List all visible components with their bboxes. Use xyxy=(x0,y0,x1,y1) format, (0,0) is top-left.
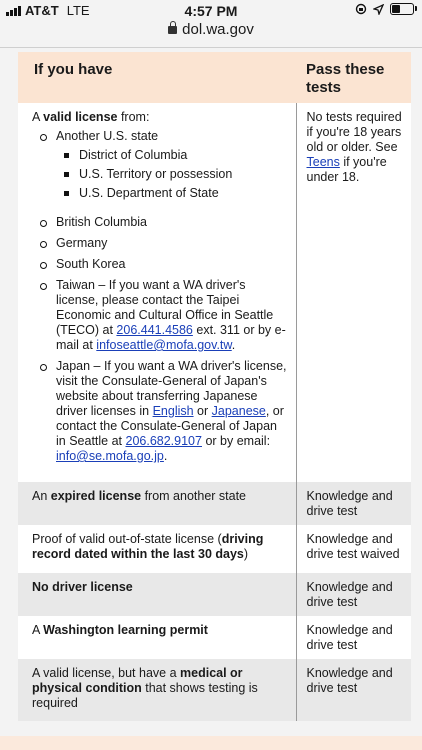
list-item: U.S. Territory or possession xyxy=(56,167,288,182)
list-item-taiwan: Taiwan – If you want a WA driver's license, please contact the Taipei Economic and Cultural Office in Seattle (TECO) at 206.441.4586 ext. 311 or by e-mail at infoseattle@mofa.gov.tw. xyxy=(32,278,288,353)
row-medical-tests: Knowledge and drive test xyxy=(296,659,411,721)
row-no-license-tests: Knowledge and drive test xyxy=(296,573,411,616)
japan-english-link[interactable]: English xyxy=(152,404,194,418)
list-item: U.S. Department of State xyxy=(56,186,288,201)
row-valid-license-tests: No tests required if you're 18 years old or older. See Teens if you're under 18. xyxy=(306,110,402,184)
row-valid-license-cell: A valid license from: Another U.S. state District of Columbia U.S. Territory or possession U.S. Department of State British Columbia Germany South Korea Taiwan – If you want a WA driver's license, please contact the Taipei Economic and Cultural Office in Seattle (TECO) at 206.441.4586 ext. 311 or by e-mail at infoseattle@mofa.gov.tw. Japan – If you want a WA driver's license, visit the Consulate-General of Japan's website about transferring Japanese driver licenses in English or Japanese, or contact the Consulate-General of Japan in Seattle at 206.682.9107 or by email: info@se.mofa.go.jp. xyxy=(18,103,296,482)
taiwan-phone-link[interactable]: 206.441.4586 xyxy=(116,323,193,337)
next-section-strip xyxy=(0,736,422,750)
list-item: Germany xyxy=(32,236,288,251)
row-expired-license-tests: Knowledge and drive test xyxy=(296,482,411,525)
table-row xyxy=(18,103,411,482)
battery-icon xyxy=(390,3,414,15)
carrier-label: AT&T xyxy=(25,3,59,18)
list-item: District of Columbia xyxy=(56,148,288,163)
japan-japanese-link[interactable]: Japanese xyxy=(211,404,266,418)
us-sublist xyxy=(56,148,288,201)
lock-icon xyxy=(168,26,177,34)
license-table-card xyxy=(18,52,411,708)
row-proof-tests: Knowledge and drive test waived xyxy=(306,532,400,561)
row-proof-cell: Proof of valid out-of-state license (driving record dated within the last 30 days) xyxy=(18,525,296,573)
header-pass-these-tests: Pass these tests xyxy=(296,52,411,103)
table-row xyxy=(18,573,411,616)
toolbar-divider xyxy=(0,47,422,48)
row-expired-license-cell: An expired license from another state xyxy=(18,482,296,525)
rotation-lock-icon xyxy=(355,3,367,15)
status-bar xyxy=(0,0,422,20)
table-row xyxy=(18,616,411,659)
japan-phone-link[interactable]: 206.682.9107 xyxy=(125,434,202,448)
address-bar[interactable] xyxy=(0,21,422,43)
taiwan-email-link[interactable]: infoseattle@mofa.gov.tw xyxy=(96,338,232,352)
japan-email-link[interactable]: info@se.mofa.go.jp xyxy=(56,449,164,463)
url-text: dol.wa.gov xyxy=(182,21,254,38)
row-permit-tests: Knowledge and drive test xyxy=(306,623,393,652)
status-time: 4:57 PM xyxy=(184,3,238,19)
row-no-license-cell: No driver license xyxy=(18,573,296,616)
row-medical-cell: A valid license, but have a medical or physical condition that shows testing is required xyxy=(18,659,296,721)
teens-link[interactable]: Teens xyxy=(306,155,340,169)
list-item: South Korea xyxy=(32,257,288,272)
list-item-japan: Japan – If you want a WA driver's license, visit the Consulate-General of Japan's website about transferring Japanese driver licenses in English or Japanese, or contact the Consulate-General of Japan in Seattle at 206.682.9107 or by email: info@se.mofa.go.jp. xyxy=(32,359,288,464)
table-header-row xyxy=(18,52,411,103)
row-permit-cell: A Washington learning permit xyxy=(18,616,296,659)
list-item: Another U.S. state District of Columbia U.S. Territory or possession U.S. Department of State xyxy=(32,129,288,201)
status-right xyxy=(355,3,414,15)
list-item: British Columbia xyxy=(32,215,288,230)
source-list xyxy=(32,129,288,464)
table-row xyxy=(18,659,411,721)
table-row xyxy=(18,482,411,525)
location-icon xyxy=(373,4,384,15)
valid-license-bold: valid license xyxy=(43,110,118,124)
header-if-you-have: If you have xyxy=(18,52,296,103)
table-row xyxy=(18,525,411,573)
network-label: LTE xyxy=(66,3,90,18)
license-tests-table xyxy=(18,52,411,721)
